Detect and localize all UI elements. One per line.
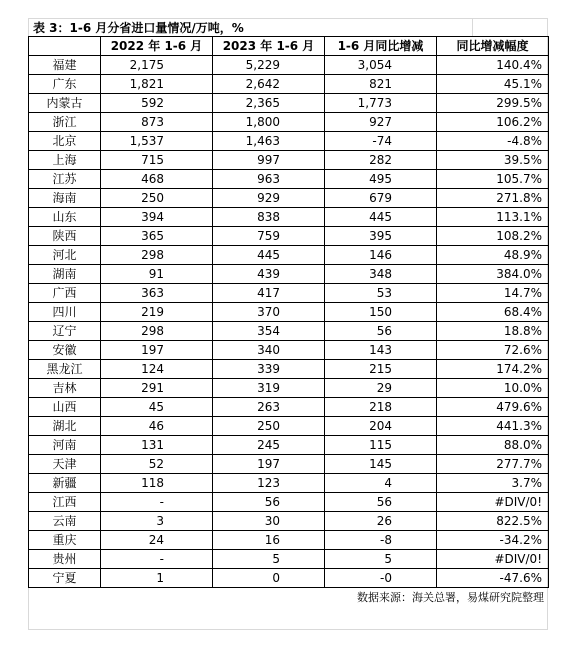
cell-yoy-rate: 72.6%: [437, 341, 549, 360]
header-province: [29, 37, 101, 56]
cell-province: 天津: [29, 455, 101, 474]
table-row: [29, 360, 549, 379]
cell-yoy-change: 927: [325, 113, 437, 132]
table-row: [29, 208, 549, 227]
cell-2023: 439: [213, 265, 325, 284]
cell-yoy-rate: 39.5%: [437, 151, 549, 170]
table-sheet: [28, 18, 548, 608]
cell-province: 河北: [29, 246, 101, 265]
table-row: [29, 550, 549, 569]
cell-province: 上海: [29, 151, 101, 170]
cell-province: 福建: [29, 56, 101, 75]
table-row: [29, 284, 549, 303]
cell-2022: 1: [101, 569, 213, 588]
cell-2023: 250: [213, 417, 325, 436]
cell-yoy-rate: 299.5%: [437, 94, 549, 113]
table-row: [29, 246, 549, 265]
header-yoy-rate: 同比增减幅度: [437, 37, 549, 56]
cell-2022: 365: [101, 227, 213, 246]
cell-province: 江西: [29, 493, 101, 512]
cell-yoy-rate: 105.7%: [437, 170, 549, 189]
cell-province: 山西: [29, 398, 101, 417]
cell-2022: 45: [101, 398, 213, 417]
cell-yoy-change: 821: [325, 75, 437, 94]
table-row: [29, 132, 549, 151]
cell-yoy-change: 150: [325, 303, 437, 322]
cell-yoy-rate: -47.6%: [437, 569, 549, 588]
table-row: [29, 94, 549, 113]
cell-2023: 838: [213, 208, 325, 227]
table-row: [29, 56, 549, 75]
cell-2022: 873: [101, 113, 213, 132]
cell-yoy-rate: #DIV/0!: [437, 550, 549, 569]
cell-2023: 929: [213, 189, 325, 208]
cell-yoy-rate: 18.8%: [437, 322, 549, 341]
table-row: [29, 436, 549, 455]
cell-yoy-change: 3,054: [325, 56, 437, 75]
cell-yoy-rate: 441.3%: [437, 417, 549, 436]
cell-yoy-rate: -34.2%: [437, 531, 549, 550]
cell-2023: 963: [213, 170, 325, 189]
cell-province: 安徽: [29, 341, 101, 360]
cell-2023: 1,800: [213, 113, 325, 132]
cell-2023: 56: [213, 493, 325, 512]
cell-province: 山东: [29, 208, 101, 227]
cell-2023: 1,463: [213, 132, 325, 151]
cell-yoy-change: 679: [325, 189, 437, 208]
cell-2022: 715: [101, 151, 213, 170]
cell-yoy-change: 282: [325, 151, 437, 170]
table-row: [29, 493, 549, 512]
cell-yoy-rate: 108.2%: [437, 227, 549, 246]
cell-2022: 124: [101, 360, 213, 379]
table-row: [29, 569, 549, 588]
cell-yoy-change: 495: [325, 170, 437, 189]
cell-2023: 2,642: [213, 75, 325, 94]
cell-2023: 123: [213, 474, 325, 493]
cell-2023: 5: [213, 550, 325, 569]
header-yoy-change: 1-6 月同比增减: [325, 37, 437, 56]
cell-2023: 370: [213, 303, 325, 322]
table-row: [29, 474, 549, 493]
cell-2022: 46: [101, 417, 213, 436]
cell-province: 浙江: [29, 113, 101, 132]
cell-2022: 298: [101, 246, 213, 265]
cell-yoy-change: 115: [325, 436, 437, 455]
cell-province: 河南: [29, 436, 101, 455]
cell-yoy-rate: 68.4%: [437, 303, 549, 322]
cell-2023: 339: [213, 360, 325, 379]
table-row: [29, 265, 549, 284]
cell-yoy-change: 143: [325, 341, 437, 360]
cell-province: 辽宁: [29, 322, 101, 341]
cell-yoy-change: 218: [325, 398, 437, 417]
cell-yoy-rate: -4.8%: [437, 132, 549, 151]
table-row: [29, 151, 549, 170]
header-2023: 2023 年 1-6 月: [213, 37, 325, 56]
table-row: [29, 379, 549, 398]
cell-2022: 3: [101, 512, 213, 531]
cell-2023: 319: [213, 379, 325, 398]
table-row: [29, 322, 549, 341]
cell-2022: 468: [101, 170, 213, 189]
cell-2023: 263: [213, 398, 325, 417]
cell-yoy-change: 146: [325, 246, 437, 265]
table-row: [29, 189, 549, 208]
cell-2022: 394: [101, 208, 213, 227]
cell-yoy-change: 445: [325, 208, 437, 227]
cell-yoy-change: 395: [325, 227, 437, 246]
cell-2022: 291: [101, 379, 213, 398]
cell-yoy-change: 26: [325, 512, 437, 531]
cell-province: 新疆: [29, 474, 101, 493]
cell-yoy-change: 53: [325, 284, 437, 303]
cell-province: 云南: [29, 512, 101, 531]
cell-2022: 219: [101, 303, 213, 322]
cell-2023: 759: [213, 227, 325, 246]
cell-yoy-rate: 3.7%: [437, 474, 549, 493]
cell-province: 四川: [29, 303, 101, 322]
cell-2023: 5,229: [213, 56, 325, 75]
cell-yoy-rate: 271.8%: [437, 189, 549, 208]
cell-2022: 2,175: [101, 56, 213, 75]
cell-yoy-rate: #DIV/0!: [437, 493, 549, 512]
cell-yoy-change: -8: [325, 531, 437, 550]
cell-yoy-rate: 384.0%: [437, 265, 549, 284]
cell-province: 广东: [29, 75, 101, 94]
table-body: [29, 56, 549, 588]
cell-2023: 445: [213, 246, 325, 265]
cell-yoy-change: 145: [325, 455, 437, 474]
cell-2022: 592: [101, 94, 213, 113]
cell-yoy-change: 204: [325, 417, 437, 436]
table-row: [29, 531, 549, 550]
table-row: [29, 512, 549, 531]
cell-yoy-rate: 822.5%: [437, 512, 549, 531]
cell-province: 江苏: [29, 170, 101, 189]
cell-yoy-change: -74: [325, 132, 437, 151]
cell-2023: 997: [213, 151, 325, 170]
cell-yoy-rate: 140.4%: [437, 56, 549, 75]
cell-yoy-rate: 479.6%: [437, 398, 549, 417]
cell-yoy-change: 56: [325, 322, 437, 341]
cell-2022: 197: [101, 341, 213, 360]
cell-2023: 197: [213, 455, 325, 474]
cell-2023: 245: [213, 436, 325, 455]
cell-province: 海南: [29, 189, 101, 208]
cell-yoy-change: 4: [325, 474, 437, 493]
cell-yoy-rate: 10.0%: [437, 379, 549, 398]
cell-province: 黑龙江: [29, 360, 101, 379]
table-row: [29, 113, 549, 132]
cell-yoy-rate: 106.2%: [437, 113, 549, 132]
cell-2022: 24: [101, 531, 213, 550]
cell-yoy-change: 29: [325, 379, 437, 398]
cell-2022: 131: [101, 436, 213, 455]
cell-province: 广西: [29, 284, 101, 303]
table-row: [29, 341, 549, 360]
cell-2023: 30: [213, 512, 325, 531]
table-row: [29, 455, 549, 474]
table-row: [29, 417, 549, 436]
cell-province: 陕西: [29, 227, 101, 246]
cell-2022: -: [101, 550, 213, 569]
cell-province: 内蒙古: [29, 94, 101, 113]
cell-yoy-rate: 174.2%: [437, 360, 549, 379]
table-row: [29, 303, 549, 322]
cell-2022: 1,537: [101, 132, 213, 151]
cell-yoy-rate: 45.1%: [437, 75, 549, 94]
cell-2023: 340: [213, 341, 325, 360]
cell-province: 吉林: [29, 379, 101, 398]
header-2022: 2022 年 1-6 月: [101, 37, 213, 56]
table-row: [29, 398, 549, 417]
cell-2023: 16: [213, 531, 325, 550]
cell-2022: 298: [101, 322, 213, 341]
cell-2022: -: [101, 493, 213, 512]
source-note: 数据来源：海关总署，易煤研究院整理: [357, 591, 544, 604]
cell-province: 湖北: [29, 417, 101, 436]
table-row: [29, 170, 549, 189]
cell-2023: 0: [213, 569, 325, 588]
cell-yoy-change: 215: [325, 360, 437, 379]
cell-2022: 91: [101, 265, 213, 284]
cell-yoy-rate: 88.0%: [437, 436, 549, 455]
cell-2023: 354: [213, 322, 325, 341]
cell-province: 北京: [29, 132, 101, 151]
cell-2023: 2,365: [213, 94, 325, 113]
cell-province: 贵州: [29, 550, 101, 569]
cell-2022: 363: [101, 284, 213, 303]
cell-2022: 250: [101, 189, 213, 208]
cell-yoy-change: 1,773: [325, 94, 437, 113]
cell-yoy-change: 348: [325, 265, 437, 284]
cell-yoy-change: 5: [325, 550, 437, 569]
cell-2022: 52: [101, 455, 213, 474]
cell-yoy-rate: 48.9%: [437, 246, 549, 265]
cell-yoy-change: -0: [325, 569, 437, 588]
table-row: [29, 75, 549, 94]
cell-yoy-change: 56: [325, 493, 437, 512]
cell-yoy-rate: 277.7%: [437, 455, 549, 474]
table-row: [29, 227, 549, 246]
cell-2022: 118: [101, 474, 213, 493]
cell-2022: 1,821: [101, 75, 213, 94]
cell-yoy-rate: 14.7%: [437, 284, 549, 303]
cell-province: 湖南: [29, 265, 101, 284]
cell-2023: 417: [213, 284, 325, 303]
cell-province: 重庆: [29, 531, 101, 550]
cell-province: 宁夏: [29, 569, 101, 588]
table-title: 表 3：1-6 月分省进口量情况/万吨，%: [28, 18, 473, 36]
header-row: [29, 37, 549, 56]
cell-yoy-rate: 113.1%: [437, 208, 549, 227]
import-volume-table: [28, 36, 549, 588]
